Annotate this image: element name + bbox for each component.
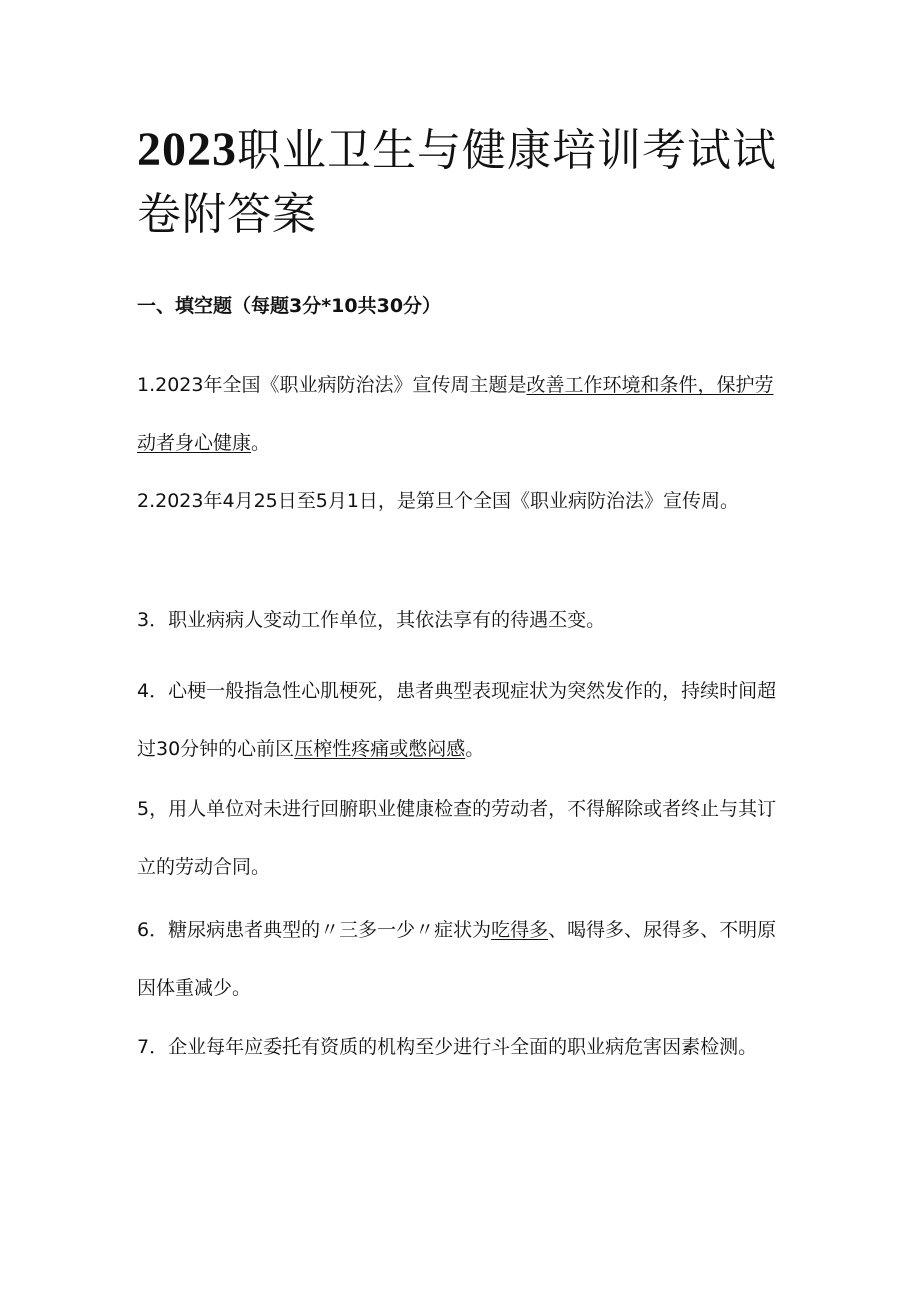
question-text: 3．职业病病人变动工作单位，其依法享有的待遇 [137, 609, 549, 631]
question-6 [137, 901, 787, 1017]
question-text: 。 [465, 738, 485, 760]
question-text: 。 [251, 432, 271, 454]
answer-text: 旦 [434, 490, 454, 512]
question-1 [137, 356, 787, 472]
title-text: 职业卫生与健康培训考试试卷附答案 [137, 125, 777, 240]
question-2 [137, 472, 787, 530]
question-text: 7．企业每年应委托有资质的机构至少进行 [137, 1036, 492, 1058]
answer-text: 回腑 [320, 798, 359, 820]
question-4 [137, 662, 787, 778]
question-5 [137, 780, 787, 896]
question-text: 1.2023年全国《职业病防治法》宣传周主题是 [137, 374, 527, 396]
question-3 [137, 591, 787, 649]
question-text: 职业健康检查的劳动者，不得解除或者终止与其订立的劳动合同。 [137, 798, 777, 878]
answer-underlined: 吃得多 [491, 919, 549, 941]
answer-underlined: 改善工作环境和条件，保护劳动者身心健康 [137, 374, 774, 454]
question-text: 个全国《职业病防治法》宣传周。 [453, 490, 739, 512]
answer-underlined: 压榨性疼痛或憋闷感 [294, 738, 466, 760]
question-text: 全面的职业病危害因素检测。 [510, 1036, 758, 1058]
question-text: 变。 [567, 609, 606, 631]
page-title [137, 118, 797, 247]
question-text: 5，用人单位对未进行 [137, 798, 321, 820]
answer-text: 斗 [491, 1036, 511, 1058]
title-year: 2023 [137, 123, 237, 176]
question-7 [137, 1018, 787, 1076]
question-text: 4．心梗一般指急性心肌梗死，患者典型表现症状为突然发作的，持续时间超过30分钟的心前区 [137, 680, 777, 760]
section-heading: 一、填空题（每题3分*10共30分） [137, 295, 442, 317]
question-text: 、喝得多、尿得多、不明原因体重减少。 [137, 919, 777, 999]
question-text: 2.2023年4月25日至5月1日，是第 [137, 490, 435, 512]
answer-text: 丕 [548, 609, 568, 631]
question-text: 6．糖尿病患者典型的〃三多一少〃症状为 [137, 919, 492, 941]
